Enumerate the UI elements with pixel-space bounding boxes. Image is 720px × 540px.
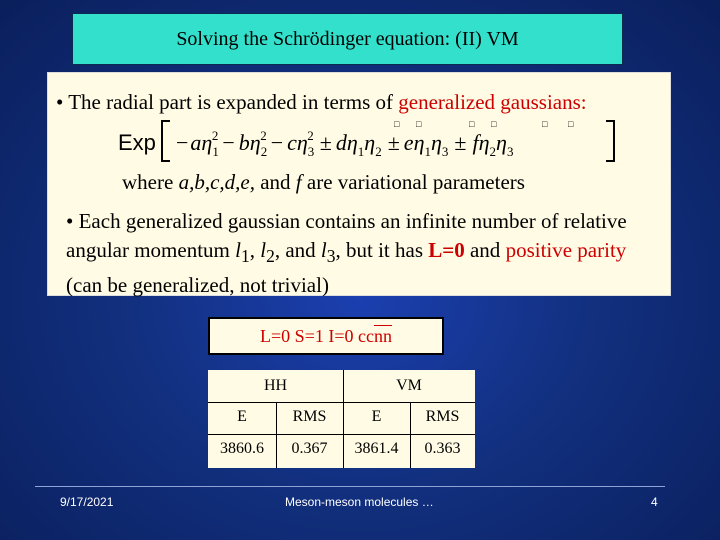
footer-divider (35, 486, 665, 487)
formula-terms: $-a\eta_12 - b\eta_22 - c\eta_32 \pm d\eta_1\eta_2 \pm e\eta_1\eta_3 \pm f\eta_2\eta_3$ (176, 128, 514, 159)
bullet1-highlight: generalized gaussians: (398, 90, 587, 114)
table-divider-center (343, 370, 344, 468)
svg-text:□: □ (542, 119, 548, 129)
svg-text:□: □ (491, 119, 497, 129)
svg-text:□: □ (469, 119, 475, 129)
header-rms-hh: RMS (292, 408, 327, 425)
svg-text:□: □ (568, 119, 574, 129)
group-vm: VM (396, 377, 422, 394)
slide-title (72, 13, 623, 65)
l0-highlight: L=0 (428, 238, 465, 262)
svg-text:□: □ (394, 119, 400, 129)
formula-exp: Exp (118, 130, 156, 155)
gaussian-formula (118, 117, 618, 165)
value-e-hh: 3860.6 (220, 440, 264, 457)
parameters-line: where a,b,c,d,e, and f are variational parameters (122, 170, 525, 194)
table-divider-left (276, 402, 277, 468)
table-hline-2 (208, 434, 475, 435)
footer-title: Meson-meson molecules … (285, 495, 434, 509)
table-hline-1 (208, 402, 475, 403)
table-divider-right (410, 402, 411, 468)
slide-title-text: Solving the Schrödinger equation: (II) VM (176, 27, 519, 50)
value-rms-vm: 0.363 (424, 440, 461, 457)
quantum-numbers-label: L=0 S=1 I=0 cc $\overline{nn}$ (208, 317, 444, 355)
bullet1-text: • The radial part is expanded in terms of (56, 90, 399, 114)
content-box (47, 72, 671, 296)
svg-text:□: □ (416, 119, 422, 129)
footer-date: 9/17/2021 (60, 495, 114, 509)
footer-page-number: 4 (651, 495, 658, 509)
parity-highlight: positive parity (505, 238, 627, 262)
header-rms-vm: RMS (425, 408, 460, 425)
bullet-angular-momentum: • Each generalized gaussian contains an infinite number of relative angular momentum $l_1$, $l_2$, and $l_3$, but it has L=0 and positive parity (can be generalized, not trivial) (66, 209, 627, 298)
group-hh: HH (263, 377, 288, 394)
results-table (208, 370, 475, 468)
value-e-vm: 3861.4 (354, 440, 399, 457)
header-e-vm: E (371, 408, 382, 425)
header-e-hh: E (237, 408, 247, 425)
value-rms-hh: 0.367 (291, 440, 328, 457)
bullet-radial-part (56, 90, 587, 115)
